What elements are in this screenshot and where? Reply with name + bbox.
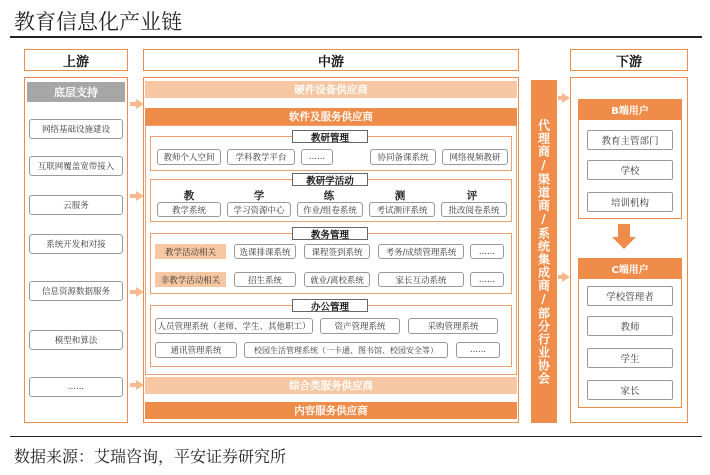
- comprehensive-supplier-bar: 综合类服务供应商: [145, 377, 517, 394]
- arrow-down-icon: [612, 237, 636, 249]
- upstream-item: 模型和算法: [29, 330, 123, 350]
- upstream-item: 网络基础设施建设: [29, 119, 123, 139]
- c-user-item: 学校管理者: [587, 286, 673, 306]
- midstream-header: 中游: [143, 49, 519, 71]
- upstream-item: 系统开发和对接: [29, 234, 123, 254]
- activity-item: 批改阅卷系统: [441, 202, 507, 217]
- upstream-item: 互联网覆盖宽带接入: [29, 156, 123, 176]
- office-item: 资产管理系统: [320, 318, 400, 334]
- hardware-supplier-bar: 硬件设备供应商: [145, 81, 517, 98]
- page-title: 教育信息化产业链: [14, 10, 182, 34]
- academic-item: 考务/成绩管理系统: [378, 244, 464, 259]
- teaching-related-tag: 教学活动相关: [155, 244, 226, 259]
- research-item: ......: [301, 149, 333, 165]
- activity-header: 评: [466, 190, 478, 202]
- academic-item: 课程签到系统: [304, 244, 370, 259]
- office-item: 校园生活管理系统（一卡通、图书馆、校园安全等）: [244, 342, 448, 358]
- c-user-item: 学生: [587, 348, 673, 368]
- title-rule: [10, 36, 702, 38]
- academic-item: 选课排课系统: [234, 244, 296, 259]
- activity-item: 教学系统: [157, 202, 221, 217]
- upstream-item: 信息资源数据服务: [29, 281, 123, 301]
- office-item: 采购管理系统: [408, 318, 498, 334]
- b-user-item: 学校: [587, 160, 673, 180]
- office-item: 通讯管理系统: [155, 342, 237, 358]
- activity-header: 学: [253, 190, 265, 202]
- arrow-right-icon: [130, 287, 144, 297]
- activity-item: 考试测评系统: [369, 202, 435, 217]
- upstream-header: 上游: [24, 49, 128, 71]
- upstream-item: ......: [29, 377, 123, 397]
- office-item: ......: [456, 342, 500, 358]
- b-user-item: 培训机构: [587, 192, 673, 212]
- academic-item: 就业/离校系统: [304, 272, 370, 287]
- research-management-title: 教研管理: [292, 130, 368, 143]
- arrow-down-stem: [618, 224, 630, 238]
- academic-affairs-title: 教务管理: [292, 227, 368, 240]
- research-item: 学科教学平台: [227, 149, 295, 165]
- footer-rule: [10, 436, 702, 437]
- activity-item: 作业/组卷系统: [297, 202, 363, 217]
- academic-item: ......: [470, 272, 504, 287]
- upstream-item: 云服务: [29, 195, 123, 215]
- arrow-right-icon: [558, 272, 570, 282]
- c-end-users-title: C端用户: [578, 258, 682, 278]
- c-user-item: 家长: [587, 380, 673, 400]
- research-item: 教师个人空间: [157, 149, 221, 165]
- arrow-right-icon: [130, 99, 144, 109]
- academic-item: 家长互动系统: [378, 272, 464, 287]
- downstream-header: 下游: [570, 49, 688, 71]
- arrow-right-icon: [130, 191, 144, 201]
- source-note: 数据来源：艾瑞咨询，平安证券研究所: [14, 447, 287, 466]
- b-end-users-title: B端用户: [578, 99, 682, 119]
- office-management-title: 办公管理: [292, 299, 368, 312]
- agents-bar: 代理商/渠道商/系统集成商/部分行业协会: [531, 80, 557, 423]
- non-teaching-related-tag: 非教学活动相关: [155, 272, 226, 287]
- c-user-item: 教师: [587, 316, 673, 336]
- software-supplier-bar: 软件及服务供应商: [145, 108, 517, 125]
- office-item: 人员管理系统（老师、学生、其他职工）: [155, 318, 313, 334]
- activity-header: 练: [323, 190, 335, 202]
- activity-item: 学习资源中心: [227, 202, 291, 217]
- teaching-activities-title: 教研学活动: [292, 173, 368, 186]
- content-supplier-bar: 内容服务供应商: [145, 402, 517, 419]
- activity-header: 测: [394, 190, 406, 202]
- arrow-right-icon: [558, 93, 570, 103]
- activity-header: 教: [183, 190, 195, 202]
- academic-item: 招生系统: [234, 272, 296, 287]
- arrow-right-icon: [130, 380, 144, 390]
- academic-item: ......: [470, 244, 504, 259]
- research-item: 协同备课系统: [370, 149, 436, 165]
- upstream-base-header: 底层支持: [27, 82, 125, 102]
- research-item: 网络视频教研: [442, 149, 508, 165]
- b-user-item: 教育主管部门: [587, 130, 673, 150]
